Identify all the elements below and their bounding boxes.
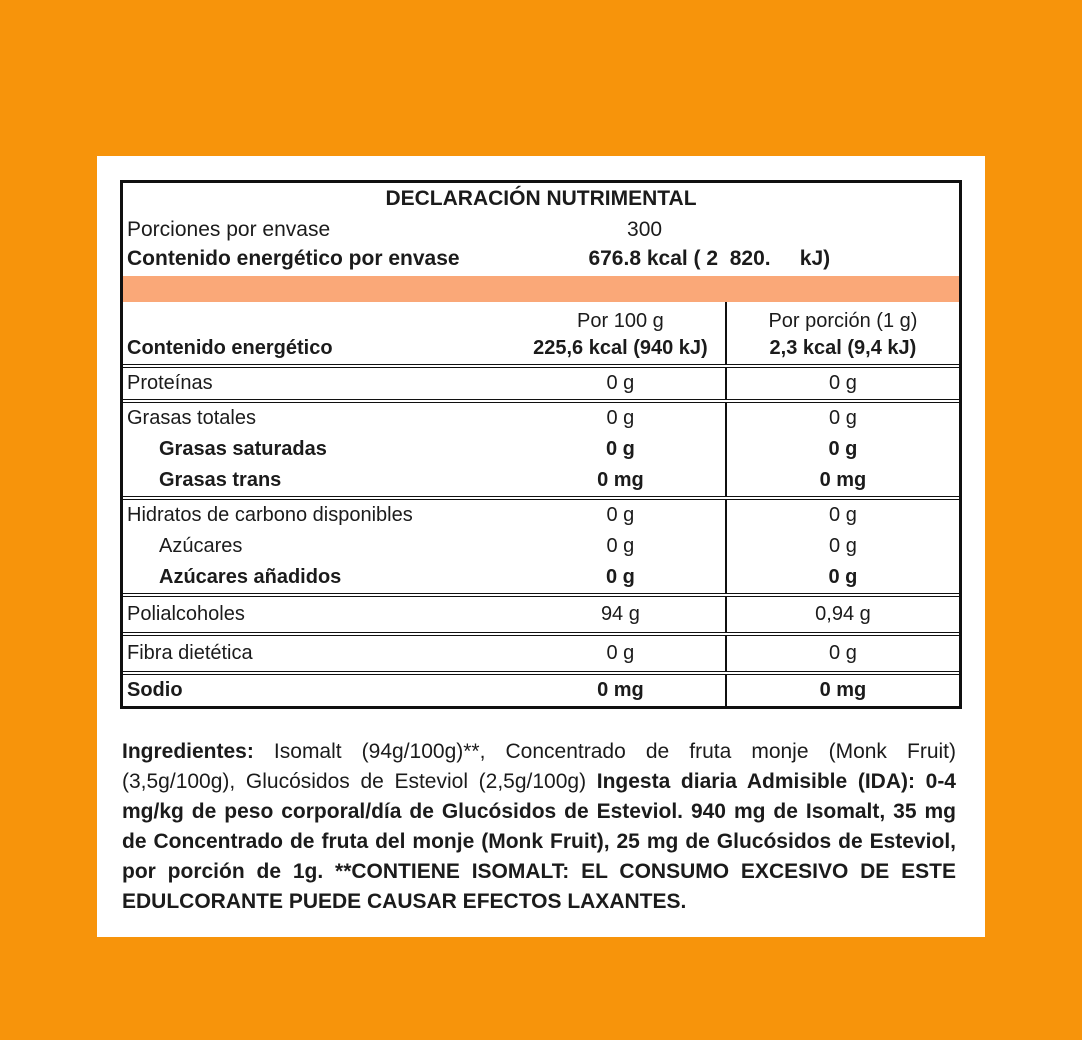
nutrient-group: [123, 496, 959, 593]
nutrient-per-100g: 0 mg: [597, 679, 644, 701]
nutrient-row: [123, 500, 959, 531]
nutrient-label: Fibra dietética: [127, 642, 253, 664]
nutrient-per-100g: 0 mg: [597, 469, 644, 491]
per-100g-header: Por 100 g: [577, 310, 664, 332]
column-header-row: [123, 302, 959, 332]
nutrient-per-100g: 0 g: [606, 372, 635, 394]
energy-per-container-label: Contenido energético por envase: [127, 246, 460, 270]
nutrient-row: [123, 636, 959, 671]
nutrient-per-portion: 0 g: [725, 368, 959, 399]
servings-label: Porciones por envase: [127, 217, 331, 241]
nutrient-label: Grasas trans: [159, 469, 282, 491]
nutrient-row: [123, 368, 959, 399]
nutrient-per-100g: 94 g: [600, 603, 640, 625]
nutrient-label: Azúcares añadidos: [159, 566, 342, 588]
nutrient-group: [123, 399, 959, 496]
nutrient-row: [123, 675, 959, 706]
energy-per-container-row: [123, 244, 959, 273]
nutrient-per-portion: 0 mg: [725, 465, 959, 496]
nutrient-label: Grasas saturadas: [159, 438, 327, 460]
nutrient-label: Sodio: [127, 679, 183, 701]
nutrient-group: [123, 632, 959, 671]
energy-per-100g: 225,6 kcal (940 kJ): [533, 336, 708, 359]
nutrient-label: Azúcares: [159, 535, 243, 557]
energy-per-portion: 2,3 kcal (9,4 kJ): [725, 332, 959, 364]
nutrient-per-100g: 0 g: [605, 438, 635, 460]
nutrient-row: [123, 597, 959, 632]
nutrition-label-panel: [97, 156, 985, 937]
nutrition-table: [120, 180, 962, 709]
nutrient-per-portion: 0 mg: [725, 675, 959, 706]
ingredients-label: Ingredientes:: [122, 740, 254, 763]
nutrient-row: [123, 403, 959, 434]
servings-per-container-row: [123, 215, 959, 244]
nutrient-label: Polialcoholes: [127, 603, 245, 625]
nutrient-per-portion: 0 g: [725, 636, 959, 671]
nutrient-per-100g: 0 g: [606, 407, 635, 429]
salmon-divider-band: [123, 276, 959, 302]
nutrient-per-portion: 0 g: [725, 531, 959, 562]
ingredients-body-bold: Ingesta diaria Admisible (IDA): 0-4 mg/kg de peso corporal/día de Glucósidos de Esteviol. 940 mg de Isomalt, 35 mg de Concentrado de fruta del monje (Monk Fruit), 25 mg de Glucósidos de Esteviol, por porción de 1g. **CONTIENE ISOMALT: EL CONSUMO EXCESIVO DE ESTE EDULCORANTE PUEDE CAUSAR EFECTOS LAXANTES.: [122, 770, 956, 913]
nutrient-row: [123, 562, 959, 593]
nutrient-per-portion: 0,94 g: [725, 597, 959, 632]
energy-label: Contenido energético: [127, 336, 333, 359]
nutrient-label: Grasas totales: [127, 407, 256, 429]
nutrient-groups: [123, 364, 959, 706]
ingredients-paragraph: [122, 737, 956, 917]
nutrient-per-portion: 0 g: [725, 403, 959, 434]
nutrient-group: [123, 671, 959, 706]
nutrient-per-portion: 0 g: [725, 500, 959, 531]
column-header-spacer: [123, 302, 516, 332]
nutrient-label: Proteínas: [127, 372, 213, 394]
nutrient-per-portion: 0 g: [725, 562, 959, 593]
energy-per-container-value: 676.8 kcal ( 2 820. kJ): [588, 246, 831, 270]
per-portion-header: Por porción (1 g): [725, 302, 959, 332]
table-title: DECLARACIÓN NUTRIMENTAL: [385, 187, 697, 210]
nutrient-per-100g: 0 g: [606, 642, 635, 664]
nutrient-row: [123, 465, 959, 496]
nutrient-per-portion: 0 g: [725, 434, 959, 465]
nutrient-row: [123, 434, 959, 465]
nutrient-group: [123, 364, 959, 399]
nutrient-per-100g: 0 g: [606, 535, 635, 557]
nutrient-group: [123, 593, 959, 632]
energy-row: [123, 332, 959, 364]
nutrient-label: Hidratos de carbono disponibles: [127, 504, 413, 526]
servings-value: 300: [627, 217, 663, 241]
nutrient-per-100g: 0 g: [606, 504, 635, 526]
nutrient-per-100g: 0 g: [605, 566, 635, 588]
ingredients-body-regular: Isomalt (94g/100g)**, Concentrado de fruta monje (Monk Fruit) (3,5g/100g), Glucósidos de Esteviol (2,5g/100g): [122, 740, 956, 793]
nutrient-row: [123, 531, 959, 562]
